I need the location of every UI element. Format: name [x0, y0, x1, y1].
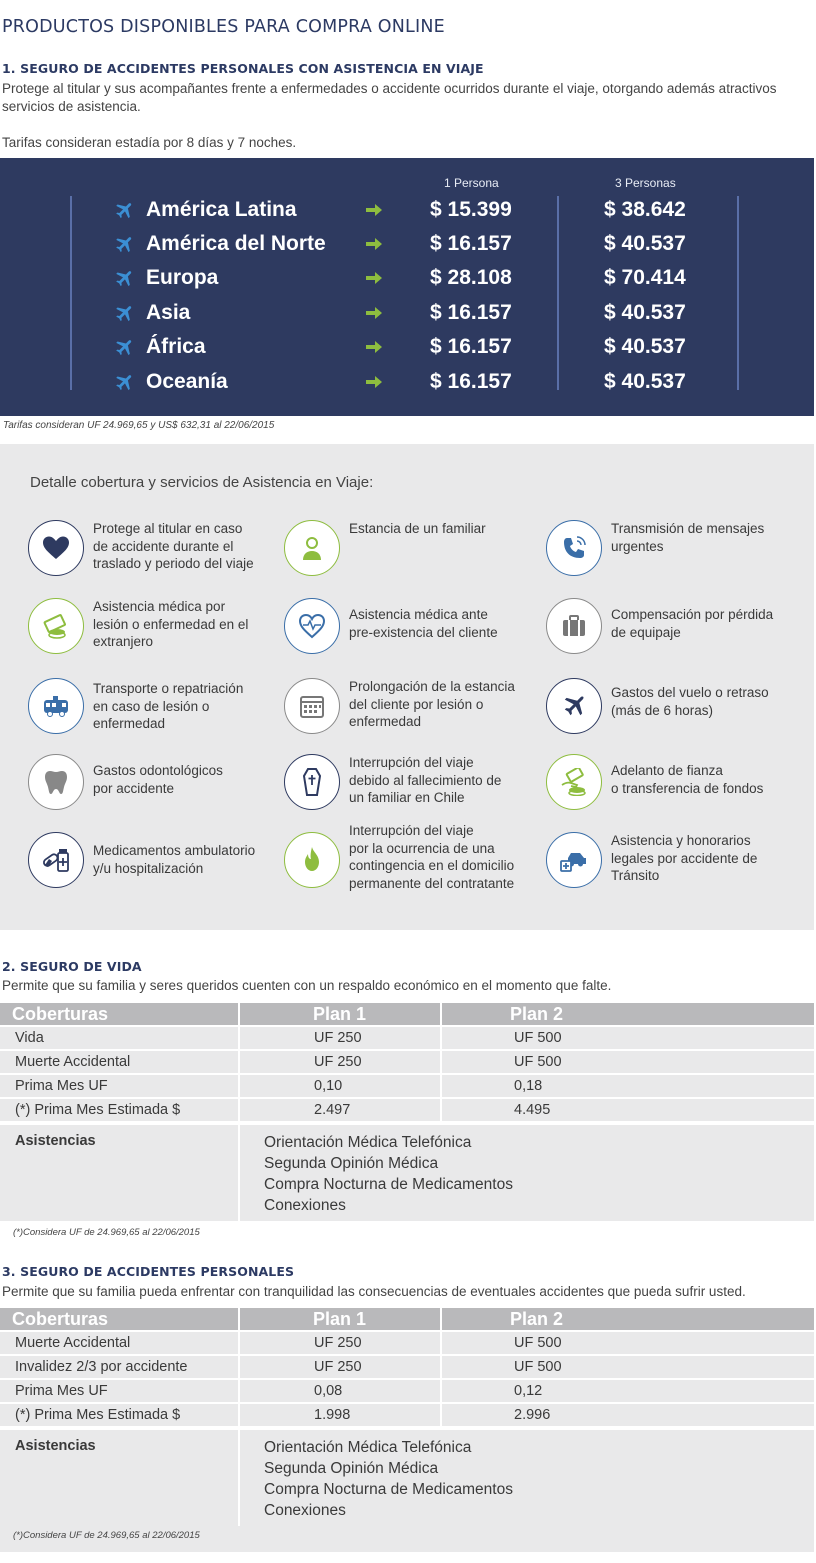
coverage-text: de accidente durante el [93, 538, 234, 554]
arrow-right-icon [366, 306, 382, 320]
header-plan-1: Plan 1 [240, 1003, 440, 1025]
coverage-text: por accidente [93, 780, 175, 796]
heartbeat-icon [298, 612, 326, 640]
coverage-text: o transferencia de fondos [611, 780, 764, 796]
arrow-right-icon [366, 375, 382, 389]
coverage-text: Asistencia y honorarios [611, 833, 751, 848]
table-row [0, 1027, 814, 1049]
table-header-row [0, 1003, 814, 1025]
family-member-icon [298, 534, 326, 562]
uf-note: Tarifas consideran UF 24.969,65 y US$ 632,31 al 22/06/2015 [3, 420, 275, 431]
asistencia-item: Conexiones [264, 1197, 346, 1214]
price-3-personas: $ 40.537 [604, 370, 686, 393]
asistencia-item: Orientación Médica Telefónica [264, 1439, 472, 1456]
coverage-text: enfermedad [349, 714, 422, 729]
table-cell: Invalidez 2/3 por accidente [0, 1356, 238, 1378]
header-coberturas: Coberturas [0, 1308, 238, 1330]
coverage-text: un familiar en Chile [349, 790, 465, 805]
page-title: PRODUCTOS DISPONIBLES PARA COMPRA ONLINE [2, 17, 445, 37]
coverage-text: Interrupción del viaje [349, 823, 474, 838]
region-name: Europa [146, 266, 219, 289]
airplane-icon [113, 337, 135, 359]
coverage-text: Tránsito [611, 868, 660, 883]
airplane-icon [113, 303, 135, 325]
rate-row [0, 230, 814, 264]
airplane-icon [560, 692, 588, 720]
coverage-text: de equipaje [611, 624, 681, 640]
medicine-icon [42, 846, 70, 874]
header-plan-1: Plan 1 [240, 1308, 440, 1330]
price-1-persona: $ 28.108 [430, 266, 512, 289]
table-cell: UF 500 [442, 1332, 814, 1354]
coverage-box [0, 444, 814, 930]
rate-row [0, 299, 814, 333]
table-row [0, 1075, 814, 1097]
table-row [0, 1051, 814, 1073]
table-row [0, 1356, 814, 1378]
phone-icon [560, 534, 588, 562]
table-cell: Vida [0, 1027, 238, 1049]
section1-title: 1. SEGURO DE ACCIDENTES PERSONALES CON ASISTENCIA EN VIAJE [2, 61, 484, 76]
heart-icon [42, 534, 70, 562]
section1-desc-line2: servicios de asistencia. [2, 99, 141, 114]
coverage-text: Interrupción del viaje [349, 755, 474, 770]
rate-row [0, 368, 814, 402]
coverage-text: Gastos del vuelo o retraso [611, 685, 769, 700]
price-3-personas: $ 38.642 [604, 198, 686, 221]
table-row [0, 1332, 814, 1354]
tooth-icon [42, 768, 70, 796]
rate-row [0, 264, 814, 298]
region-name: América Latina [146, 198, 297, 221]
price-1-persona: $ 16.157 [430, 301, 512, 324]
ambulance-icon [42, 692, 70, 720]
asistencias-row [0, 1125, 814, 1221]
table-cell: UF 500 [442, 1051, 814, 1073]
money-hand-icon [560, 768, 588, 796]
table-cell: UF 500 [442, 1027, 814, 1049]
coverage-text: Protege al titular en caso [93, 521, 243, 536]
arrow-right-icon [366, 271, 382, 285]
asistencias-row [0, 1430, 814, 1526]
asistencia-item: Segunda Opinión Médica [264, 1155, 439, 1172]
coverage-text: debido al fallecimiento de [349, 772, 502, 788]
arrow-right-icon [366, 237, 382, 251]
coverage-text: traslado y periodo del viaje [93, 556, 254, 571]
coverage-text: lesión o enfermedad en el [93, 616, 249, 632]
table-cell: 0,18 [442, 1075, 814, 1097]
region-name: Oceanía [146, 370, 228, 393]
col-header-3-personas: 3 Personas [615, 176, 676, 190]
table-row [0, 1404, 814, 1426]
price-3-personas: $ 40.537 [604, 301, 686, 324]
section1-desc-line1: Protege al titular y sus acompañantes frente a enfermedades o accidente ocurridos durante el viaje, otorgando además atractivos [2, 81, 777, 96]
table-cell: 0,12 [442, 1380, 814, 1402]
coverage-text: Adelanto de fianza [611, 763, 723, 778]
section2-note: (*)Considera UF de 24.969,65 al 22/06/2015 [13, 1227, 200, 1238]
asistencias-label: Asistencias [0, 1125, 238, 1221]
coverage-text: y/u hospitalización [93, 860, 204, 876]
table-cell: UF 250 [240, 1356, 440, 1378]
section2-title: 2. SEGURO DE VIDA [2, 959, 142, 974]
table-cell: UF 500 [442, 1356, 814, 1378]
table-row [0, 1380, 814, 1402]
section3-note: (*)Considera UF de 24.969,65 al 22/06/2015 [13, 1530, 200, 1541]
car-accident-icon [560, 846, 588, 874]
price-3-personas: $ 40.537 [604, 335, 686, 358]
asistencias-label: Asistencias [0, 1430, 238, 1526]
price-1-persona: $ 16.157 [430, 232, 512, 255]
airplane-icon [113, 234, 135, 256]
coverage-text: Medicamentos ambulatorio [93, 843, 256, 858]
asistencia-item: Compra Nocturna de Medicamentos [264, 1176, 513, 1193]
price-3-personas: $ 70.414 [604, 266, 686, 289]
asistencias-list [240, 1125, 814, 1221]
table-cell: 1.998 [240, 1404, 440, 1426]
arrow-right-icon [366, 203, 382, 217]
header-plan-2: Plan 2 [442, 1308, 814, 1330]
table-row [0, 1099, 814, 1121]
table-cell: 2.996 [442, 1404, 814, 1426]
coverage-title: Detalle cobertura y servicios de Asistencia en Viaje: [30, 474, 374, 491]
region-name: Asia [146, 301, 191, 324]
airplane-icon [113, 200, 135, 222]
asistencias-list [240, 1430, 814, 1526]
coverage-text: Estancia de un familiar [349, 521, 486, 536]
table-cell: (*) Prima Mes Estimada $ [0, 1099, 238, 1121]
table-header-row [0, 1308, 814, 1330]
coverage-text: Compensación por pérdida [611, 607, 774, 622]
price-1-persona: $ 16.157 [430, 370, 512, 393]
table-cell: 4.495 [442, 1099, 814, 1121]
airplane-icon [113, 268, 135, 290]
price-1-persona: $ 15.399 [430, 198, 512, 221]
region-name: África [146, 335, 206, 358]
coverage-text: Transmisión de mensajes [611, 521, 765, 536]
coverage-text: legales por accidente de [611, 850, 758, 866]
coverage-text: Asistencia médica ante [349, 607, 488, 622]
coverage-text: permanente del contratante [349, 875, 515, 891]
coverage-text: urgentes [611, 538, 664, 554]
coffin-icon [298, 768, 326, 796]
fire-icon [298, 846, 326, 874]
asistencia-item: Conexiones [264, 1502, 346, 1519]
col-header-1-persona: 1 Persona [444, 176, 499, 190]
rate-row [0, 333, 814, 367]
region-name: América del Norte [146, 232, 326, 255]
airplane-icon [113, 372, 135, 394]
coverage-text: en caso de lesión o [93, 698, 210, 714]
header-coberturas: Coberturas [0, 1003, 238, 1025]
travel-rates-table [0, 158, 814, 416]
coverage-text: Transporte o repatriación [93, 681, 244, 696]
table-cell: 2.497 [240, 1099, 440, 1121]
stay-note: Tarifas consideran estadía por 8 días y 7 noches. [2, 135, 297, 150]
table-cell: UF 250 [240, 1051, 440, 1073]
coverage-text: extranjero [93, 634, 154, 649]
calendar-icon [298, 692, 326, 720]
luggage-icon [560, 612, 588, 640]
coverage-text: Prolongación de la estancia [349, 679, 515, 694]
table-cell: 0,10 [240, 1075, 440, 1097]
rate-row [0, 196, 814, 230]
header-plan-2: Plan 2 [442, 1003, 814, 1025]
section3-desc: Permite que su familia pueda enfrentar con tranquilidad las consecuencias de eventuales accidentes que pueda sufrir usted. [2, 1284, 746, 1299]
table-cell: UF 250 [240, 1332, 440, 1354]
table-cell: UF 250 [240, 1027, 440, 1049]
section2-desc: Permite que su familia y seres queridos cuenten con un respaldo económico en el momento que falte. [2, 978, 612, 993]
coverage-text: Gastos odontológicos [93, 763, 223, 778]
coverage-text: contingencia en el domicilio [349, 858, 515, 873]
table-cell: (*) Prima Mes Estimada $ [0, 1404, 238, 1426]
coverage-text: por la ocurrencia de una [349, 840, 495, 856]
table-cell: 0,08 [240, 1380, 440, 1402]
asistencia-item: Orientación Médica Telefónica [264, 1134, 472, 1151]
price-3-personas: $ 40.537 [604, 232, 686, 255]
coverage-text: pre-existencia del cliente [349, 624, 498, 640]
coverage-text: enfermedad [93, 716, 166, 731]
coverage-text: (más de 6 horas) [611, 702, 714, 718]
asistencia-item: Segunda Opinión Médica [264, 1460, 439, 1477]
asistencia-item: Compra Nocturna de Medicamentos [264, 1481, 513, 1498]
price-1-persona: $ 16.157 [430, 335, 512, 358]
table-cell: Prima Mes UF [0, 1380, 238, 1402]
table-cell: Muerte Accidental [0, 1332, 238, 1354]
arrow-right-icon [366, 340, 382, 354]
money-icon [42, 612, 70, 640]
table-cell: Muerte Accidental [0, 1051, 238, 1073]
coverage-text: del cliente por lesión o [349, 696, 484, 712]
coverage-text: Asistencia médica por [93, 599, 226, 614]
table-cell: Prima Mes UF [0, 1075, 238, 1097]
section3-title: 3. SEGURO DE ACCIDENTES PERSONALES [2, 1264, 295, 1279]
